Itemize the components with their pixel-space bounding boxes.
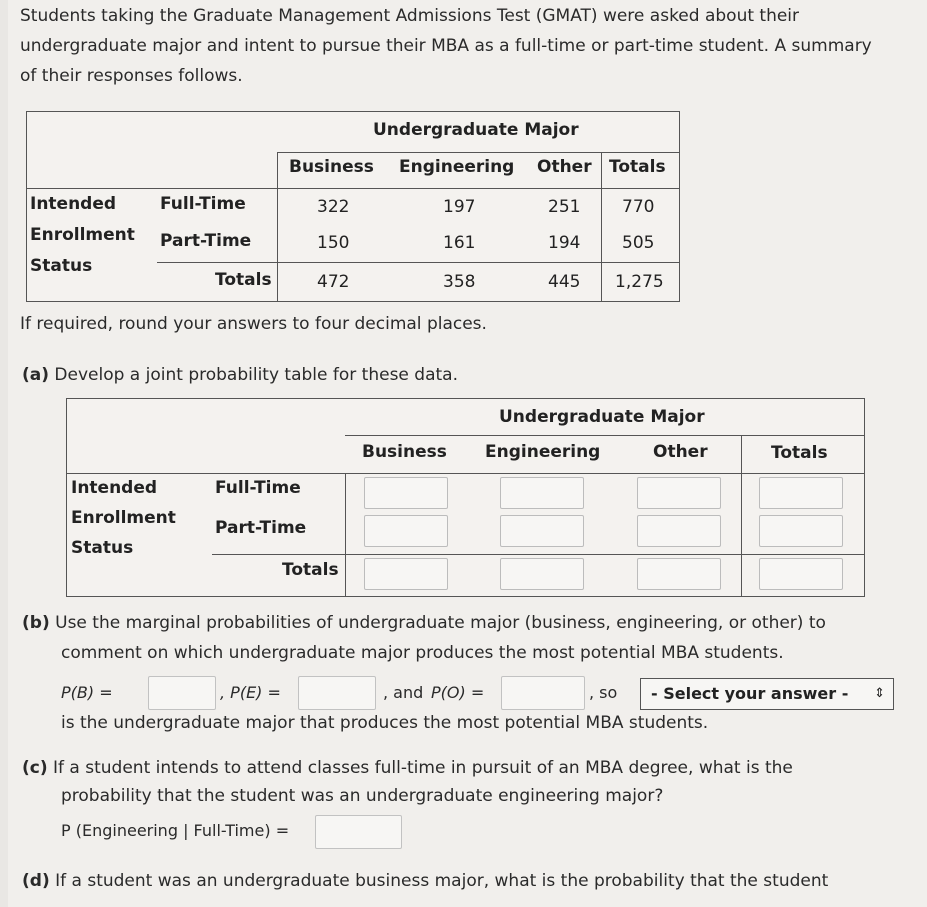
part-a-prompt bbox=[22, 360, 458, 390]
pt-other-input[interactable] bbox=[637, 515, 721, 547]
table2-col-business: Business bbox=[362, 442, 447, 462]
table1-row-totals: Totals bbox=[215, 270, 272, 290]
po-input[interactable] bbox=[501, 676, 585, 710]
ft-other-input[interactable] bbox=[637, 477, 721, 509]
table1-cell: 150 bbox=[317, 233, 350, 253]
tot-engineering-input[interactable] bbox=[500, 558, 584, 590]
table1-cell: 770 bbox=[622, 197, 655, 217]
intro-line-3: of their responses follows. bbox=[20, 66, 243, 86]
table2-row-parttime: Part-Time bbox=[215, 518, 307, 538]
pt-totals-input[interactable] bbox=[759, 515, 843, 547]
table1-rowgroup-2: Enrollment bbox=[30, 225, 135, 245]
major-select[interactable] bbox=[640, 678, 894, 710]
part-a-text: Develop a joint probability table for these data. bbox=[54, 365, 458, 385]
joint-probability-table bbox=[66, 398, 865, 597]
table1-cell: 194 bbox=[548, 233, 581, 253]
round-note: If required, round your answers to four decimal places. bbox=[20, 314, 487, 334]
table1-col-other: Other bbox=[537, 157, 592, 177]
pb-label: P(B) = bbox=[61, 683, 113, 702]
part-b-letter: (b) bbox=[22, 613, 50, 633]
part-c-line-1 bbox=[22, 753, 793, 783]
table1-col-business: Business bbox=[289, 157, 374, 177]
part-d-line-1 bbox=[22, 866, 828, 896]
part-b-line-1 bbox=[22, 608, 826, 638]
table1-cell: 161 bbox=[443, 233, 476, 253]
table1-cell: 472 bbox=[317, 272, 350, 292]
so-label: , so bbox=[589, 683, 618, 702]
part-d-text-1: If a student was an undergraduate business major, what is the probability that the student bbox=[55, 871, 829, 891]
tot-other-input[interactable] bbox=[637, 558, 721, 590]
tot-business-input[interactable] bbox=[364, 558, 448, 590]
table2-row-fulltime: Full-Time bbox=[215, 478, 301, 498]
part-b-text-1: Use the marginal probabilities of undergraduate major (business, engineering, or other) to bbox=[55, 613, 826, 633]
engineering-given-fulltime-input[interactable] bbox=[315, 815, 402, 849]
table1-cell: 358 bbox=[443, 272, 476, 292]
data-table bbox=[26, 111, 680, 302]
table2-rowgroup-3: Status bbox=[71, 538, 134, 558]
ft-engineering-input[interactable] bbox=[500, 477, 584, 509]
table2-rowgroup-2: Enrollment bbox=[71, 508, 176, 528]
part-c-formula: P (Engineering | Full-Time) = bbox=[61, 821, 290, 840]
table2-col-totals: Totals bbox=[771, 443, 828, 463]
pb-input[interactable] bbox=[148, 676, 216, 710]
part-d-letter: (d) bbox=[22, 871, 50, 891]
table2-col-engineering: Engineering bbox=[485, 442, 601, 462]
part-b-line-4: is the undergraduate major that produces the most potential MBA students. bbox=[61, 713, 709, 733]
table2-group-header: Undergraduate Major bbox=[499, 407, 705, 427]
table1-col-engineering: Engineering bbox=[399, 157, 515, 177]
table1-cell: 505 bbox=[622, 233, 655, 253]
intro-line-1: Students taking the Graduate Management Admissions Test (GMAT) were asked about their bbox=[20, 6, 800, 26]
table1-row-fulltime: Full-Time bbox=[160, 194, 246, 214]
part-c-line-2: probability that the student was an undergraduate engineering major? bbox=[61, 786, 664, 806]
pe-input[interactable] bbox=[298, 676, 376, 710]
tot-totals-input[interactable] bbox=[759, 558, 843, 590]
table1-cell: 1,275 bbox=[615, 272, 664, 292]
part-b-line-2: comment on which undergraduate major produces the most potential MBA students. bbox=[61, 643, 784, 663]
table2-rowgroup-1: Intended bbox=[71, 478, 158, 498]
pe-label: , P(E) = bbox=[220, 683, 281, 702]
po-label: P(O) = bbox=[431, 683, 485, 702]
po-pre-label: , and bbox=[383, 683, 424, 702]
pt-engineering-input[interactable] bbox=[500, 515, 584, 547]
part-c-letter: (c) bbox=[22, 758, 48, 778]
pt-business-input[interactable] bbox=[364, 515, 448, 547]
table1-col-totals: Totals bbox=[609, 157, 666, 177]
table1-cell: 197 bbox=[443, 197, 476, 217]
table2-col-other: Other bbox=[653, 442, 708, 462]
page bbox=[8, 0, 927, 907]
table1-cell: 322 bbox=[317, 197, 350, 217]
table1-cell: 445 bbox=[548, 272, 581, 292]
table2-row-totals: Totals bbox=[282, 560, 339, 580]
part-a-letter: (a) bbox=[22, 365, 50, 385]
table1-row-parttime: Part-Time bbox=[160, 231, 252, 251]
table1-rowgroup-1: Intended bbox=[30, 194, 117, 214]
intro-line-2: undergraduate major and intent to pursue their MBA as a full-time or part-time student. A summary bbox=[20, 36, 872, 56]
table1-group-header: Undergraduate Major bbox=[373, 120, 579, 140]
chevron-updown-icon: ⇕ bbox=[874, 686, 885, 701]
major-select-value: - Select your answer - bbox=[651, 684, 849, 703]
table1-rowgroup-3: Status bbox=[30, 256, 93, 276]
ft-business-input[interactable] bbox=[364, 477, 448, 509]
part-c-text-1: If a student intends to attend classes full-time in pursuit of an MBA degree, what is the bbox=[53, 758, 793, 778]
table1-cell: 251 bbox=[548, 197, 581, 217]
ft-totals-input[interactable] bbox=[759, 477, 843, 509]
